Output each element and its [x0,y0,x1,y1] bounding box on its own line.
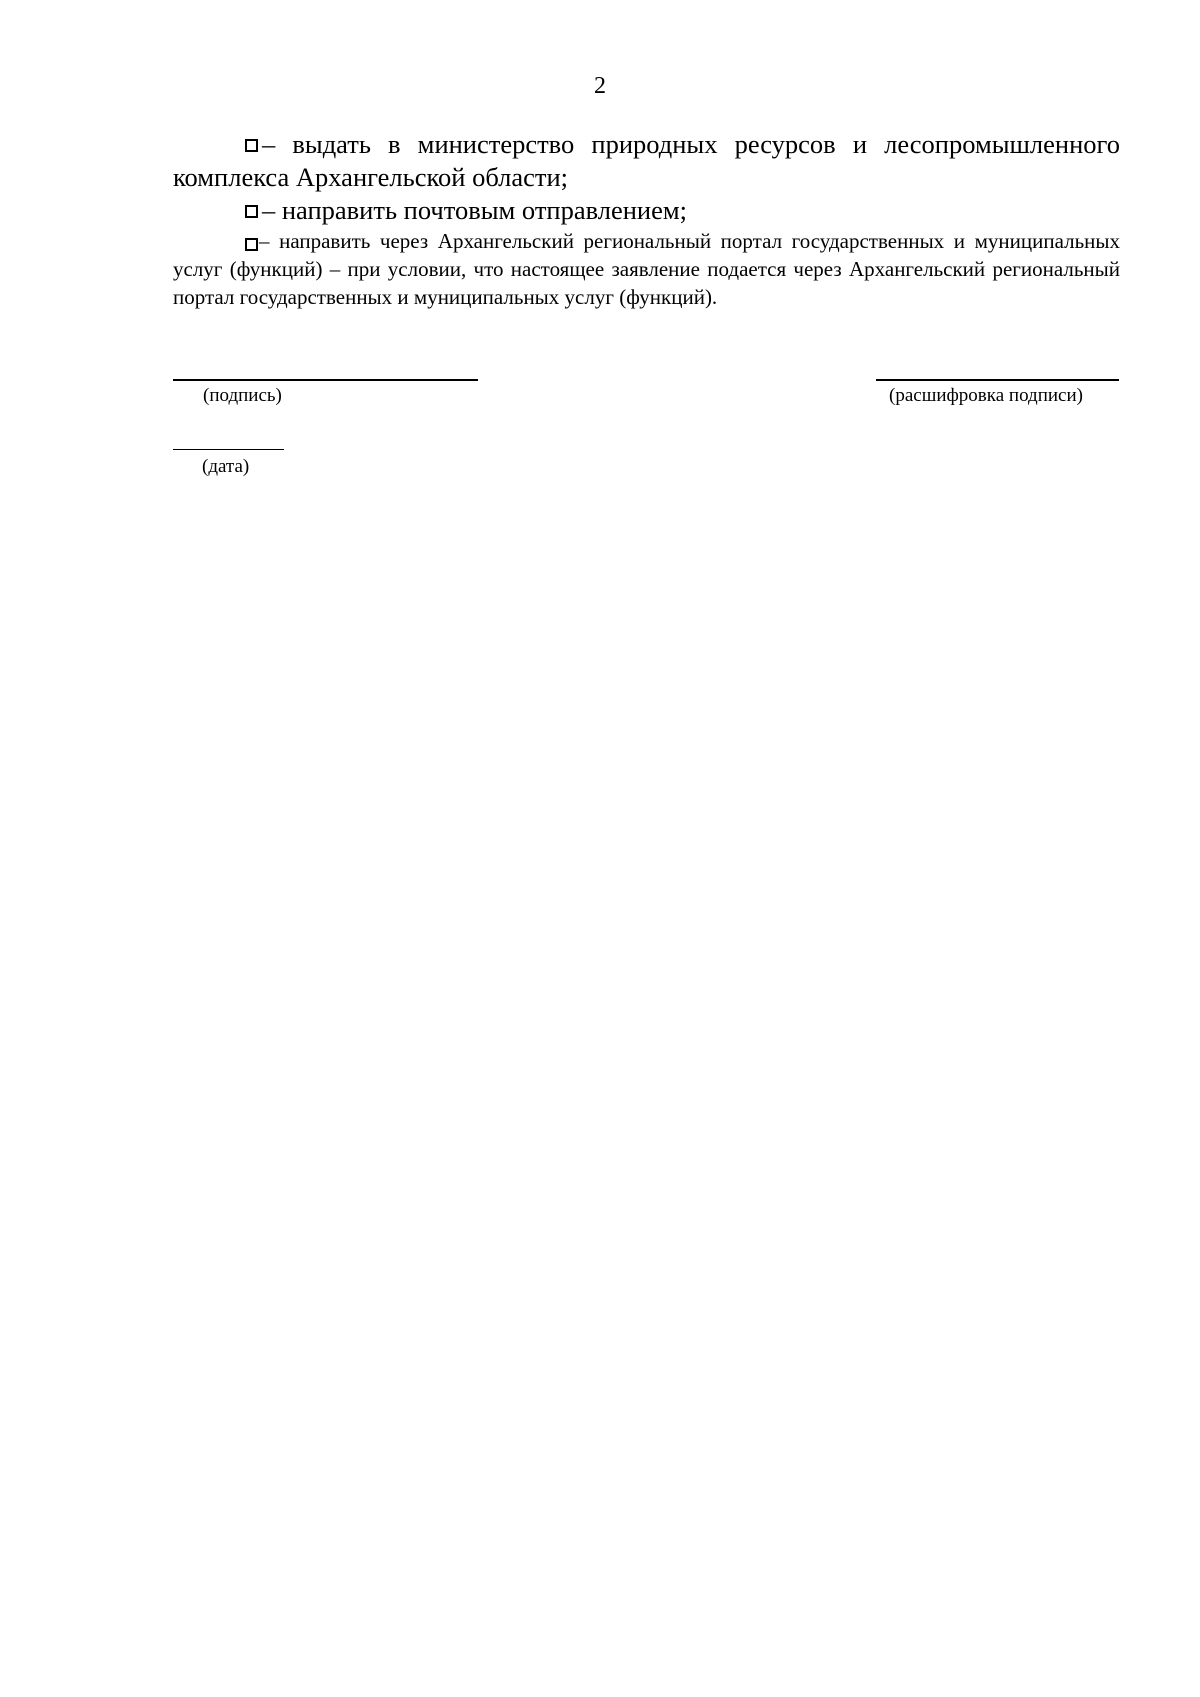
option-issue-in-ministry [173,128,1120,194]
option-mail [173,194,1120,227]
delivery-options [173,128,1120,311]
option-text: – направить через Архангельский региональный портал государственных и муниципальных услуг (функций) – при условии, что настоящее заявление подается через Архангельский региональный портал государственных и муниципальных услуг (функций). [173,229,1120,309]
signature-caption: (подпись) [203,385,282,406]
option-text: – выдать в министерство природных ресурсов и лесопромышленного комплекса Архангельской области; [173,129,1120,192]
signature-decoding-line [876,379,1119,381]
signature-decoding-caption: (расшифровка подписи) [889,385,1083,406]
date-caption: (дата) [202,456,250,477]
checkbox-icon[interactable] [245,139,258,152]
option-text: – направить почтовым отправлением; [262,195,687,225]
checkbox-icon[interactable] [245,238,258,251]
signature-line [173,379,478,381]
page-number: 2 [594,73,606,99]
option-portal [173,227,1120,311]
checkbox-icon[interactable] [245,205,258,218]
date-line [173,449,284,450]
